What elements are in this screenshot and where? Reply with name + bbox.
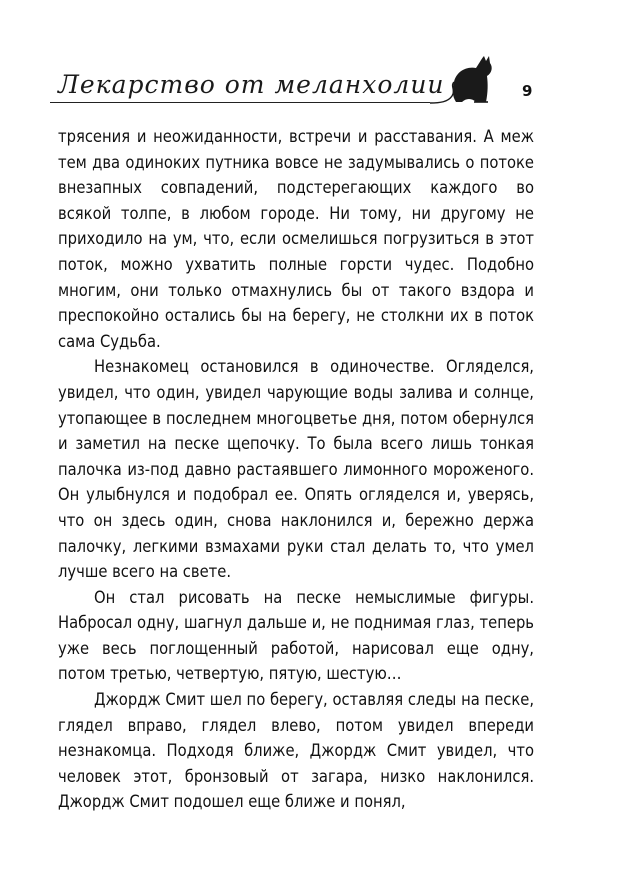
main-text	[58, 124, 534, 815]
page-number: 9	[522, 82, 533, 100]
paragraph: Он стал рисовать на песке немыслимые фигуры. Набросал одну, шагнул дальше и, не поднимая глаз, теперь уже весь поглощенный работой, нарисовал еще одну, потом третью, четвертую, пятую, шестую…	[58, 587, 534, 684]
sitting-cat-icon	[426, 52, 506, 110]
header-rule	[50, 102, 430, 103]
running-title: Лекарство от меланхолии	[58, 70, 445, 99]
paragraph: Джордж Смит шел по берегу, оставляя следы на песке, глядел вправо, глядел влево, потом увидел впереди незнакомца. Подходя ближе, Джордж Смит увидел, что человек этот, бронзовый от загара, низко наклонился. Джордж Смит подошел еще ближе и понял,	[58, 690, 534, 812]
paragraph: Незнакомец остановился в одиночестве. Огляделся, увидел, что один, увидел чарующие воды залива и солнце, утопающее в последнем многоцветье дня, потом обернулся и заметил на песке щепочку. То была всего лишь тонкая палочка из-под давно растаявшего лимонного мороженого. Он улыбнулся и подобрал ее. Опять огляделся и, уверясь, что он здесь один, снова наклонился и, бережно держа палочку, легкими взмахами руки стал делать то, что умел лучше всего на свете.	[58, 357, 534, 582]
paragraph-continuation: трясения и неожиданности, встречи и расставания. А меж тем два одиноких путника вовсе не задумывались о потоке внезапных совпадений, подстерегающих каждого во всякой толпе, в любом городе. Ни тому, ни другому не приходило на ум, что, если осмелишься погрузиться в этот поток, можно ухватить полные горсти чудес. Подобно многим, они только отмахнулись бы от такого вздора и преспокойно остались бы на берегу, не столкни их в поток сама Судьба.	[58, 127, 534, 351]
page-header	[48, 52, 578, 112]
